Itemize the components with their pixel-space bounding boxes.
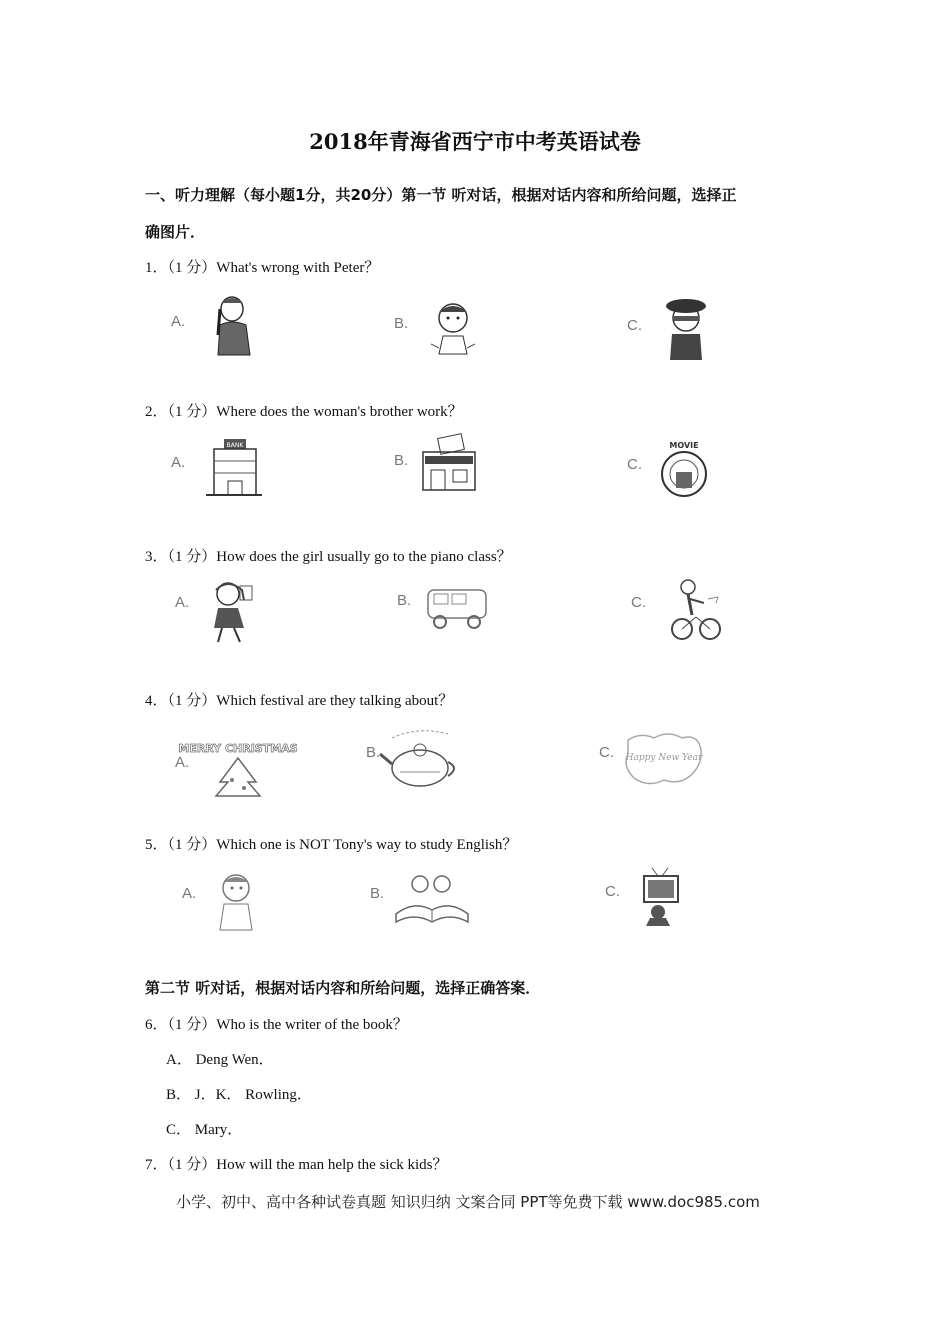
merry-christmas-sign: MERRY CHRISTMAS <box>178 742 298 755</box>
child-watching-tv-icon <box>628 866 692 928</box>
question-score: （1 分） <box>167 549 217 565</box>
question-score: （1 分） <box>167 693 217 709</box>
bank-building-icon <box>206 437 262 499</box>
option-label-c: C. <box>631 594 646 611</box>
option-text: J．K． Rowling． <box>194 1087 312 1103</box>
question-number: 2． <box>145 404 168 420</box>
answer-option-b <box>166 1083 312 1104</box>
happy-new-year-sign-icon <box>620 730 704 788</box>
question-7 <box>145 1153 448 1174</box>
option-label-a: A. <box>175 594 190 611</box>
section1-heading-line1: 一、听力理解（每小题1分，共20分）第一节 听对话，根据对话内容和所给问题，选择正 <box>145 186 737 204</box>
movie-sign: MOVIE <box>669 441 699 450</box>
option-label-b: B. <box>370 885 385 902</box>
post-office-icon <box>419 434 479 494</box>
question-text: How will the man help the sick kids？ <box>216 1157 448 1173</box>
movie-theater-icon <box>654 438 714 500</box>
option-letter: C． <box>166 1122 192 1138</box>
question-text: Where does the woman's brother work？ <box>216 404 463 420</box>
bus-icon <box>424 584 490 630</box>
option-label-a: A. <box>171 313 186 330</box>
question-text: How does the girl usually go to the piano class？ <box>216 549 512 565</box>
answer-option-c <box>166 1118 242 1139</box>
bank-sign: BANK <box>226 442 244 449</box>
page-title: 2018年青海省西宁市中考英语试卷 <box>309 129 641 154</box>
question-score: （1 分） <box>167 404 217 420</box>
question-number: 7． <box>145 1157 168 1173</box>
christmas-tree-icon <box>178 738 298 800</box>
boy-crying-icon <box>425 298 485 360</box>
question-text: Which festival are they talking about？ <box>216 693 454 709</box>
question-score: （1 分） <box>167 1157 217 1173</box>
option-label-a: A. <box>175 754 190 771</box>
teapot-icon <box>378 724 462 790</box>
question-score: （1 分） <box>167 1017 217 1033</box>
kids-reading-book-icon <box>392 870 472 926</box>
question-number: 6． <box>145 1017 168 1033</box>
question-number: 5． <box>145 837 168 853</box>
bicycle-rider-icon <box>668 577 724 643</box>
option-letter: B． <box>166 1087 192 1103</box>
boy-singing-icon <box>212 872 262 934</box>
question-4 <box>145 689 453 710</box>
option-label-b: B. <box>366 744 381 761</box>
question-text: What's wrong with Peter？ <box>216 260 380 276</box>
answer-option-a <box>166 1048 274 1069</box>
option-label-a: A. <box>171 454 186 471</box>
option-label-b: B. <box>397 592 412 609</box>
question-2 <box>145 400 463 421</box>
question-5 <box>145 833 517 854</box>
page-footer: 小学、初中、高中各种试卷真题 知识归纳 文案合同 PPT等免费下载 www.doc985.com <box>176 1193 760 1211</box>
section1-heading-line2: 确图片． <box>145 223 206 241</box>
option-label-c: C. <box>627 317 642 334</box>
question-number: 4． <box>145 693 168 709</box>
option-label-c: C. <box>627 456 642 473</box>
question-text: Who is the writer of the book？ <box>216 1017 408 1033</box>
option-label-c: C. <box>605 883 620 900</box>
question-1 <box>145 256 379 277</box>
option-label-c: C. <box>599 744 614 761</box>
girl-walking-icon <box>204 580 260 644</box>
question-number: 3． <box>145 549 168 565</box>
option-text: Deng Wen． <box>195 1052 274 1068</box>
option-label-b: B. <box>394 452 409 469</box>
question-number: 1． <box>145 260 168 276</box>
question-6 <box>145 1013 408 1034</box>
happy-new-year-text: Happy New Year <box>625 753 703 763</box>
question-score: （1 分） <box>167 837 217 853</box>
question-score: （1 分） <box>167 260 217 276</box>
boy-toothache-icon <box>210 295 260 357</box>
option-text: Mary． <box>194 1122 243 1138</box>
option-letter: A． <box>166 1052 192 1068</box>
option-label-b: B. <box>394 315 409 332</box>
question-text: Which one is NOT Tony's way to study English？ <box>216 837 518 853</box>
option-label-a: A. <box>182 885 197 902</box>
section2-heading: 第二节 听对话，根据对话内容和所给问题，选择正确答案． <box>145 979 541 997</box>
question-3 <box>145 545 512 566</box>
boy-headache-icon <box>658 296 714 362</box>
